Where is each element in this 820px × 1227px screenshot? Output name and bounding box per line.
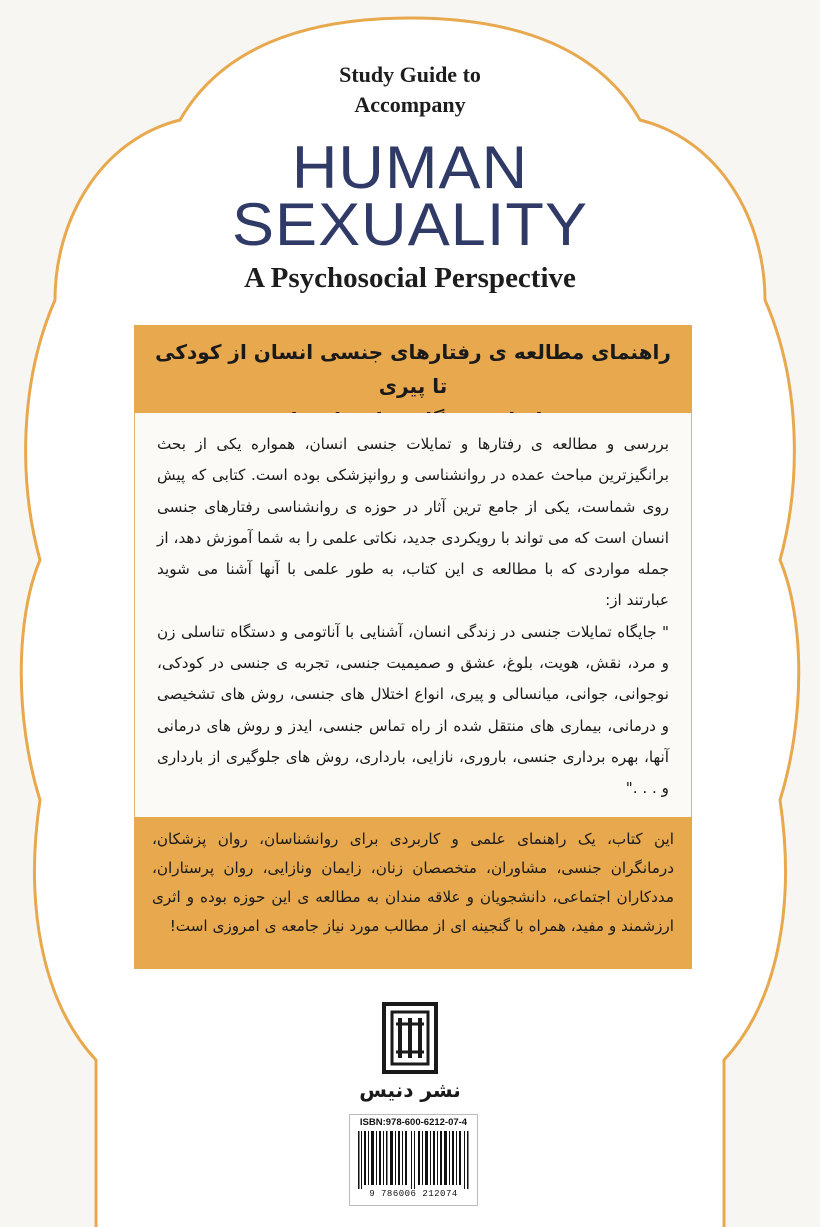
barcode-digits: 9 786006 212074 <box>369 1189 458 1199</box>
title-sexuality: SEXUALITY <box>231 191 589 258</box>
title-human: HUMAN <box>291 134 529 201</box>
subtitle-line-1: Study Guide to <box>339 62 481 87</box>
subtitle-line-2: Accompany <box>354 92 466 117</box>
persian-header-line-1: راهنمای مطالعه ی رفتارهای جنسی انسان از کودکی تا پیری <box>155 340 671 398</box>
summary-box <box>134 817 692 969</box>
study-guide-subtitle <box>170 60 650 120</box>
barcode-bars <box>358 1131 469 1189</box>
description-paragraph-2: " جایگاه تمایلات جنسی در زندگی انسان، آشنایی با آناتومی و دستگاه تناسلی زن و مرد، نقش، هویت، بلوغ، عشق و صمیمیت جنسی، تجربه ی جنسی در کودکی، نوجوانی، جوانی، میانسالی و پیری، انواع اختلال های جنسی، روش های تشخیصی و درمانی، بیماری های منتقل شده از راه تماس جنسی، ایدز و روش های درمانی آنها، بهره برداری جنسی، باروری، نازایی، بارداری، روش های جلوگیری از بارداری و . . ." <box>157 622 669 798</box>
description-paragraph-1: بررسی و مطالعه ی رفتارها و تمایلات جنسی انسان، همواره یکی از بحث برانگیزترین مباحث عمده در روانشناسی و روانپزشکی بوده است. کتابی که پیش روی شماست، یکی از جامع ترین آثار در حوزه ی روانشناسی رفتارهای جنسی انسان است که می تواند با رویکردی جدید، نکاتی علمی را به شما آموزش دهد، از جمله مواردی که با مطالعه ی این کتاب، به طور علمی با آنها آشنا می شوید عبارتند از: <box>157 435 669 610</box>
summary-paragraph: این کتاب، یک راهنمای علمی و کاربردی برای روانشناسان، روان پزشکان، درمانگران جنسی، مشاوران، متخصصان زنان، زایمان ونازایی، روان پرستاران، مددکاران اجتماعی، دانشجویان و علاقه مندان به مطالعه ی این حوزه بوده و اثری ارزشمند و مفید، همراه با گنجینه ای از مطالب مورد نیاز جامعه ی امروزی است! <box>152 830 674 935</box>
description-box <box>134 413 692 817</box>
barcode <box>349 1114 478 1206</box>
publisher-logo-icon <box>382 1002 438 1074</box>
perspective-subtitle: A Psychosocial Perspective <box>244 262 576 294</box>
isbn-text: ISBN:978-600-6212-07-4 <box>359 1117 468 1128</box>
persian-header-box <box>134 325 692 413</box>
publisher-name: نشر دنیس <box>359 1078 461 1102</box>
